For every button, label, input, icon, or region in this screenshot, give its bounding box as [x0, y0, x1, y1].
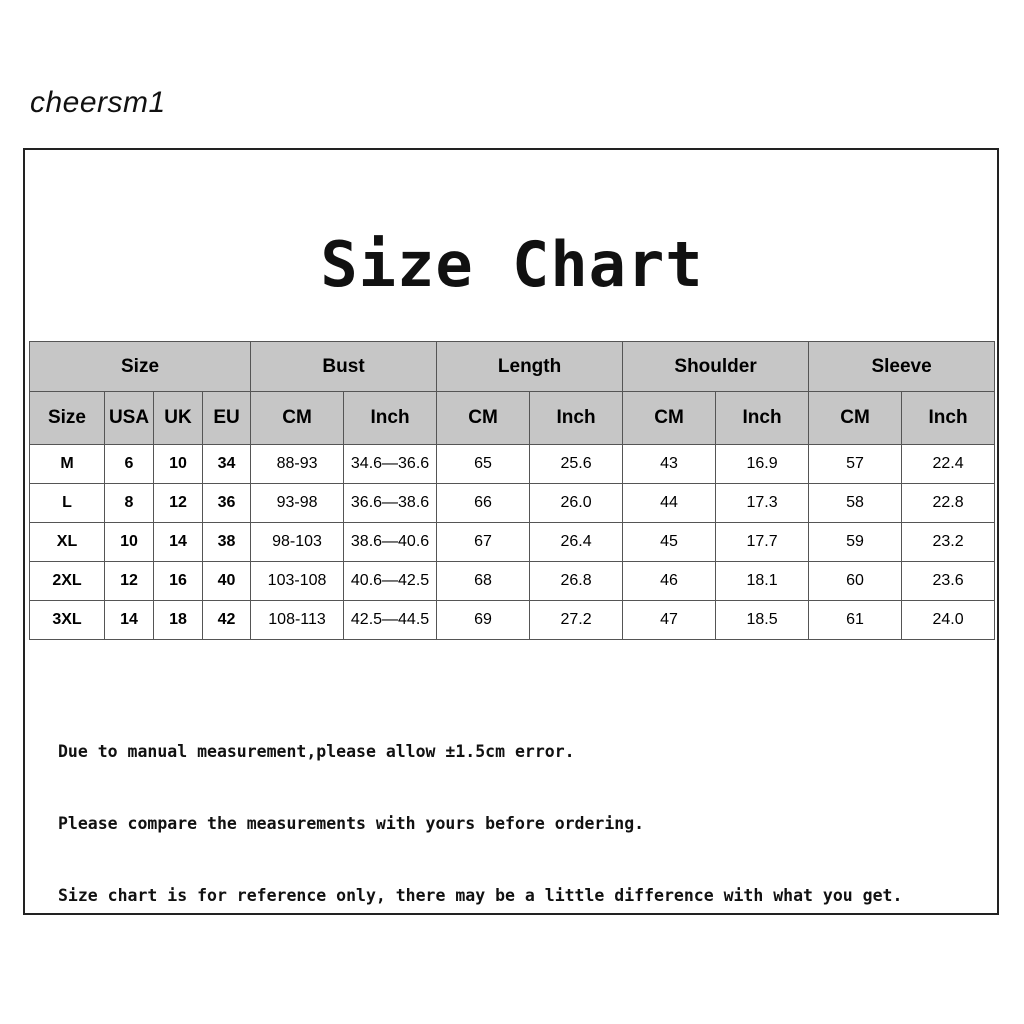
table-cell: 26.8 — [530, 562, 623, 601]
sub-header: CM — [623, 392, 716, 445]
table-cell: 88-93 — [251, 445, 344, 484]
sub-header: Inch — [716, 392, 809, 445]
table-cell: 44 — [623, 484, 716, 523]
sub-header: USA — [105, 392, 154, 445]
table-cell: M — [30, 445, 105, 484]
table-cell: 17.3 — [716, 484, 809, 523]
table-cell: 16 — [154, 562, 203, 601]
table-cell: XL — [30, 523, 105, 562]
table-cell: 42.5—44.5 — [344, 601, 437, 640]
table-cell: 47 — [623, 601, 716, 640]
table-cell: 36.6—38.6 — [344, 484, 437, 523]
table-cell: 60 — [809, 562, 902, 601]
table-cell: 57 — [809, 445, 902, 484]
table-cell: 59 — [809, 523, 902, 562]
group-header-size: Size — [30, 342, 251, 392]
table-cell: 66 — [437, 484, 530, 523]
table-cell: 10 — [154, 445, 203, 484]
table-cell: 38 — [203, 523, 251, 562]
table-cell: 42 — [203, 601, 251, 640]
sub-header: CM — [437, 392, 530, 445]
table-cell: 58 — [809, 484, 902, 523]
note-line: Due to manual measurement,please allow ±1.5cm error. — [58, 742, 575, 761]
table-cell: 40.6—42.5 — [344, 562, 437, 601]
sub-header: Inch — [344, 392, 437, 445]
table-cell: 26.0 — [530, 484, 623, 523]
table-cell: 61 — [809, 601, 902, 640]
sub-header: Inch — [530, 392, 623, 445]
table-cell: 25.6 — [530, 445, 623, 484]
sub-header-row — [30, 392, 995, 445]
table-cell: 93-98 — [251, 484, 344, 523]
table-cell: 3XL — [30, 601, 105, 640]
table-row — [30, 445, 995, 484]
table-cell: 26.4 — [530, 523, 623, 562]
table-cell: 108-113 — [251, 601, 344, 640]
table-cell: 6 — [105, 445, 154, 484]
table-cell: 34.6—36.6 — [344, 445, 437, 484]
table-cell: 69 — [437, 601, 530, 640]
table-row — [30, 484, 995, 523]
sub-header: Size — [30, 392, 105, 445]
sub-header: CM — [251, 392, 344, 445]
table-cell: 16.9 — [716, 445, 809, 484]
table-cell: 12 — [105, 562, 154, 601]
table-cell: 23.6 — [902, 562, 995, 601]
table-cell: 18.5 — [716, 601, 809, 640]
table-cell: 40 — [203, 562, 251, 601]
group-header-bust: Bust — [251, 342, 437, 392]
table-cell: 17.7 — [716, 523, 809, 562]
table-cell: 22.4 — [902, 445, 995, 484]
table-cell: 14 — [105, 601, 154, 640]
sub-header: UK — [154, 392, 203, 445]
sub-header: CM — [809, 392, 902, 445]
table-cell: 67 — [437, 523, 530, 562]
brand-watermark: cheersm1 — [30, 86, 166, 119]
table-cell: 27.2 — [530, 601, 623, 640]
table-cell: 43 — [623, 445, 716, 484]
note-line: Size chart is for reference only, there may be a little difference with what you get. — [58, 886, 903, 905]
table-row — [30, 562, 995, 601]
table-cell: 68 — [437, 562, 530, 601]
table-cell: 22.8 — [902, 484, 995, 523]
table-cell: 18 — [154, 601, 203, 640]
table-cell: L — [30, 484, 105, 523]
group-header-length: Length — [437, 342, 623, 392]
table-cell: 38.6—40.6 — [344, 523, 437, 562]
notes-block — [58, 692, 902, 932]
sub-header: Inch — [902, 392, 995, 445]
table-cell: 24.0 — [902, 601, 995, 640]
note-line: Please compare the measurements with yours before ordering. — [58, 814, 645, 833]
table-cell: 34 — [203, 445, 251, 484]
table-cell: 45 — [623, 523, 716, 562]
table-cell: 36 — [203, 484, 251, 523]
sub-header: EU — [203, 392, 251, 445]
group-header-row — [30, 342, 995, 392]
table-cell: 12 — [154, 484, 203, 523]
size-table — [29, 341, 995, 640]
group-header-shoulder: Shoulder — [623, 342, 809, 392]
table-cell: 46 — [623, 562, 716, 601]
table-cell: 98-103 — [251, 523, 344, 562]
table-cell: 14 — [154, 523, 203, 562]
group-header-sleeve: Sleeve — [809, 342, 995, 392]
table-cell: 103-108 — [251, 562, 344, 601]
table-row — [30, 523, 995, 562]
table-cell: 10 — [105, 523, 154, 562]
table-cell: 8 — [105, 484, 154, 523]
table-cell: 23.2 — [902, 523, 995, 562]
table-row — [30, 601, 995, 640]
table-cell: 2XL — [30, 562, 105, 601]
table-cell: 18.1 — [716, 562, 809, 601]
table-cell: 65 — [437, 445, 530, 484]
page-title: Size Chart — [320, 228, 704, 301]
